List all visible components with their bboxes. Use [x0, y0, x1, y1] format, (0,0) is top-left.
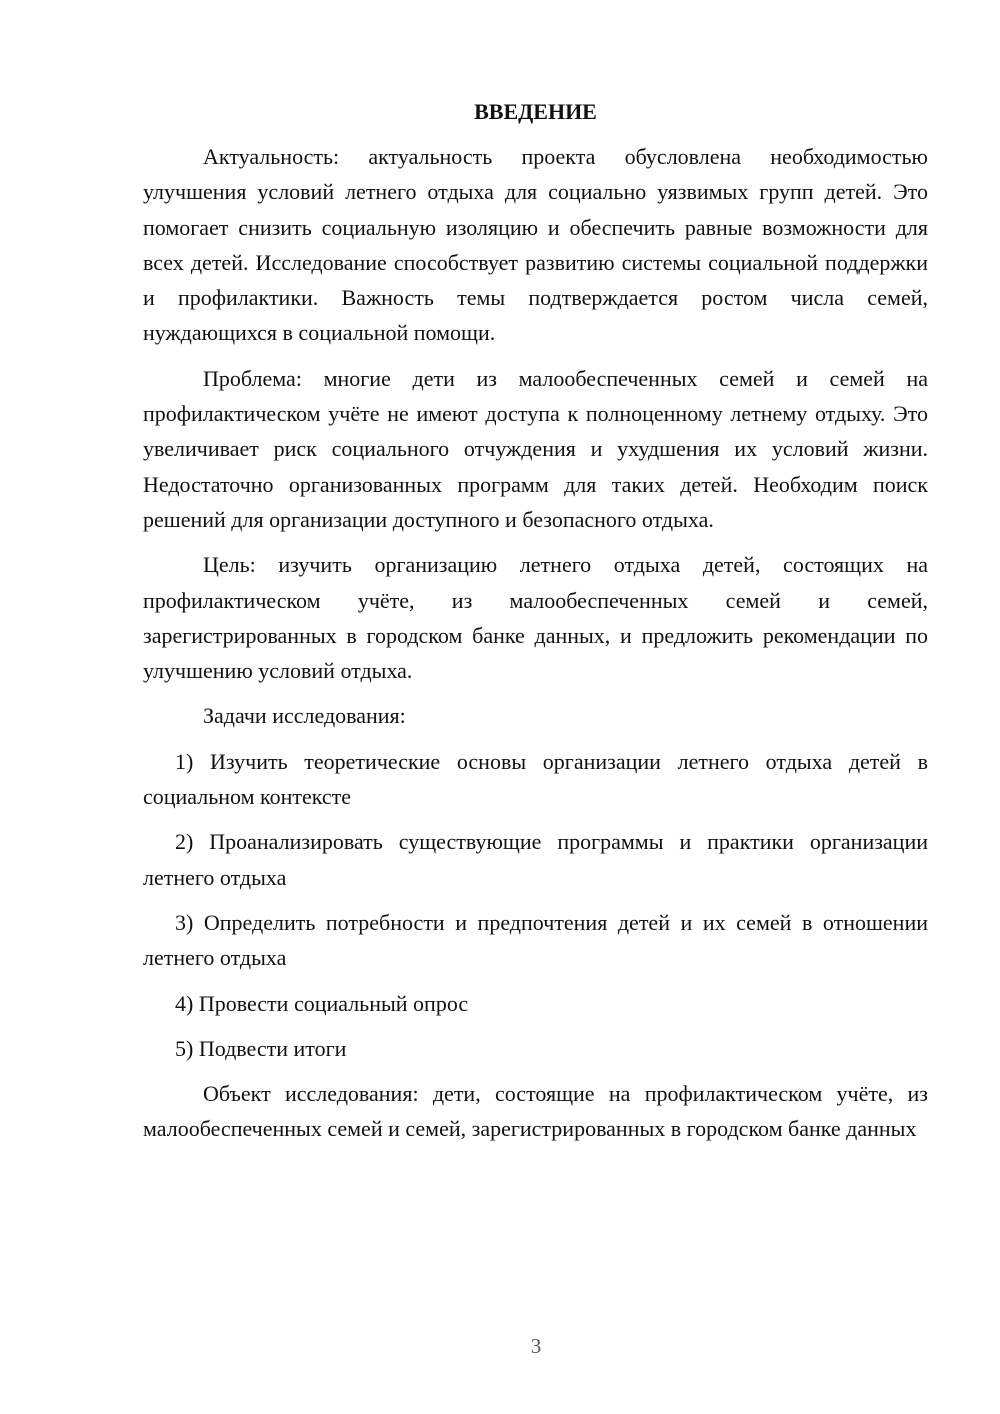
- paragraph-goal: Цель: изучить организацию летнего отдыха детей, состоящих на профилактическом учёте, из малообеспеченных семей и семей, зарегистрированных в городском банке данных, и предложить рекомендации по улучшению условий отдыха.: [143, 552, 928, 684]
- page-number: 3: [530, 1334, 542, 1358]
- document-page: [143, 94, 928, 1157]
- paragraph-relevance: Актуальность: актуальность проекта обусловлена необходимостью улучшения условий летнего отдыха для социально уязвимых групп детей. Это помогает снизить социальную изоляцию и обеспечить равные возможности для всех детей. Исследование способствует развитию системы социальной поддержки и профилактики. Важность темы подтверждается ростом числа семей, нуждающихся в социальной помощи.: [143, 144, 928, 346]
- tasks-heading: Задачи исследования:: [203, 703, 406, 729]
- task-item-4: 4) Провести социальный опрос: [175, 990, 469, 1016]
- document-title: ВВЕДЕНИЕ: [474, 99, 597, 124]
- paragraph-object: Объект исследования: дети, состоящие на профилактическом учёте, из малообеспеченных семей и семей, зарегистрированных в городском банке данных: [143, 1081, 928, 1142]
- task-item-5: 5) Подвести итоги: [175, 1035, 347, 1061]
- task-item-2: 2) Проанализировать существующие программы и практики организации летнего отдыха: [143, 829, 928, 890]
- paragraph-problem: Проблема: многие дети из малообеспеченных семей и семей на профилактическом учёте не имеют доступа к полноценному летнему отдыху. Это увеличивает риск социального отчуждения и ухудшения их условий жизни. Недостаточно организованных программ для таких детей. Необходим поиск решений для организации доступного и безопасного отдыха.: [143, 365, 928, 532]
- task-item-3: 3) Определить потребности и предпочтения детей и их семей в отношении летнего отдыха: [143, 909, 928, 971]
- task-item-1: 1) Изучить теоретические основы организации летнего отдыха детей в социальном контексте: [143, 748, 928, 810]
